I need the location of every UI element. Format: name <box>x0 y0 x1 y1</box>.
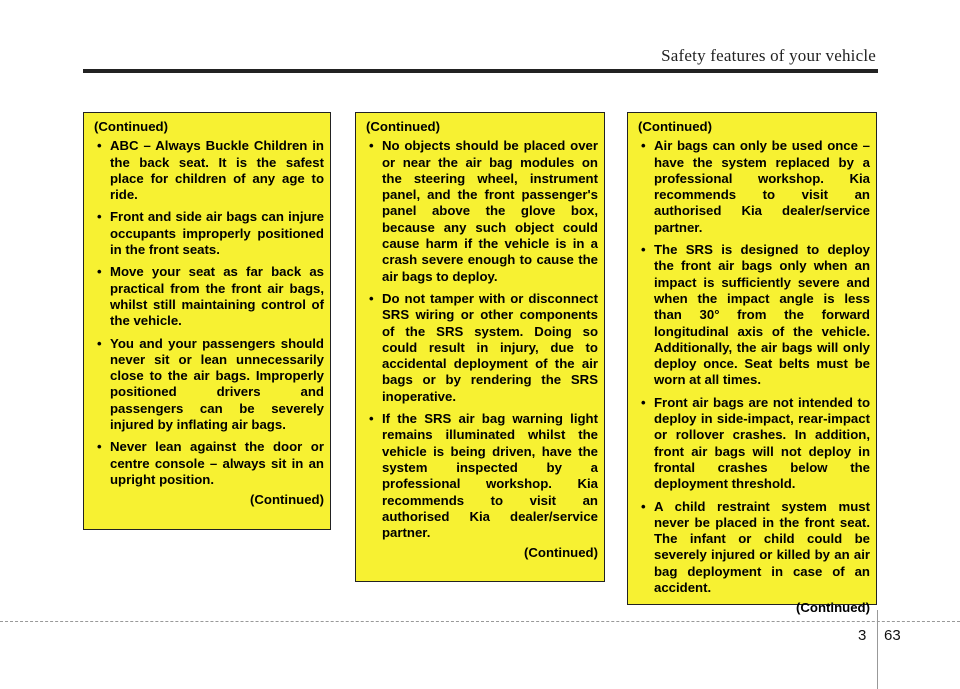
warning-item: • Never lean against the door or centre console – always sit in an upright position. <box>94 439 324 488</box>
page-number: 63 <box>884 627 901 644</box>
warning-item: • Front air bags are not intended to deploy in side-impact, rear-impact or rollover crashes. In addition, front air bags will not deploy in frontal crashes below the deployment threshold. <box>638 395 870 493</box>
page-divider <box>877 610 878 689</box>
warning-item: • A child restraint system must never be placed in the front seat. The infant or child could be severely injured or killed by an air bag deployment in case of an accident. <box>638 499 870 597</box>
warning-item: • No objects should be placed over or near the air bag modules on the steering wheel, instrument panel, and the front passenger's panel above the glove box, because any such object could cause harm if the vehicle is in a crash severe enough to cause the air bags to deploy. <box>366 138 598 285</box>
header-rule <box>83 69 878 73</box>
warning-list <box>94 138 324 488</box>
warning-box-1 <box>83 112 331 530</box>
continued-end: (Continued) <box>524 545 598 561</box>
warning-box-2 <box>355 112 605 582</box>
warning-list <box>638 138 870 596</box>
warning-item: • Move your seat as far back as practical from the front air bags, whilst still maintaining control of the vehicle. <box>94 264 324 329</box>
section-title: Safety features of your vehicle <box>661 46 876 65</box>
warning-item: • You and your passengers should never sit or lean unnecessarily close to the air bags. Improperly positioned drivers and passengers can be severely injured by inflating air bags. <box>94 336 324 434</box>
continued-start: (Continued) <box>366 119 440 134</box>
warning-item: • The SRS is designed to deploy the front air bags only when an impact is sufficiently severe and when the impact angle is less than 30° from the forward longitudinal axis of the vehicle. Additionally, the air bags will only deploy once. Seat belts must be worn at all times. <box>638 242 870 389</box>
warning-item: • Air bags can only be used once – have the system replaced by a professional workshop. Kia recommends to visit an authorised Kia dealer/service partner. <box>638 138 870 236</box>
continued-start: (Continued) <box>94 119 168 134</box>
warning-item: • If the SRS air bag warning light remains illuminated whilst the vehicle is being driven, have the system inspected by a professional workshop. Kia recommends to visit an authorised Kia dealer/service partner. <box>366 411 598 541</box>
chapter-number: 3 <box>858 627 867 644</box>
footer-rule <box>0 621 960 622</box>
warning-list <box>366 138 598 541</box>
continued-end: (Continued) <box>250 492 324 508</box>
warning-item: • ABC – Always Buckle Children in the back seat. It is the safest place for children of any age to ride. <box>94 138 324 203</box>
warning-item: • Do not tamper with or disconnect SRS wiring or other components of the SRS system. Doing so could result in injury, due to accidental deployment of the air bags or by rendering the SRS inoperative. <box>366 291 598 405</box>
warning-item: • Front and side air bags can injure occupants improperly positioned in the front seats. <box>94 209 324 258</box>
continued-end: (Continued) <box>796 600 870 616</box>
continued-start: (Continued) <box>638 119 712 134</box>
warning-box-3 <box>627 112 877 616</box>
